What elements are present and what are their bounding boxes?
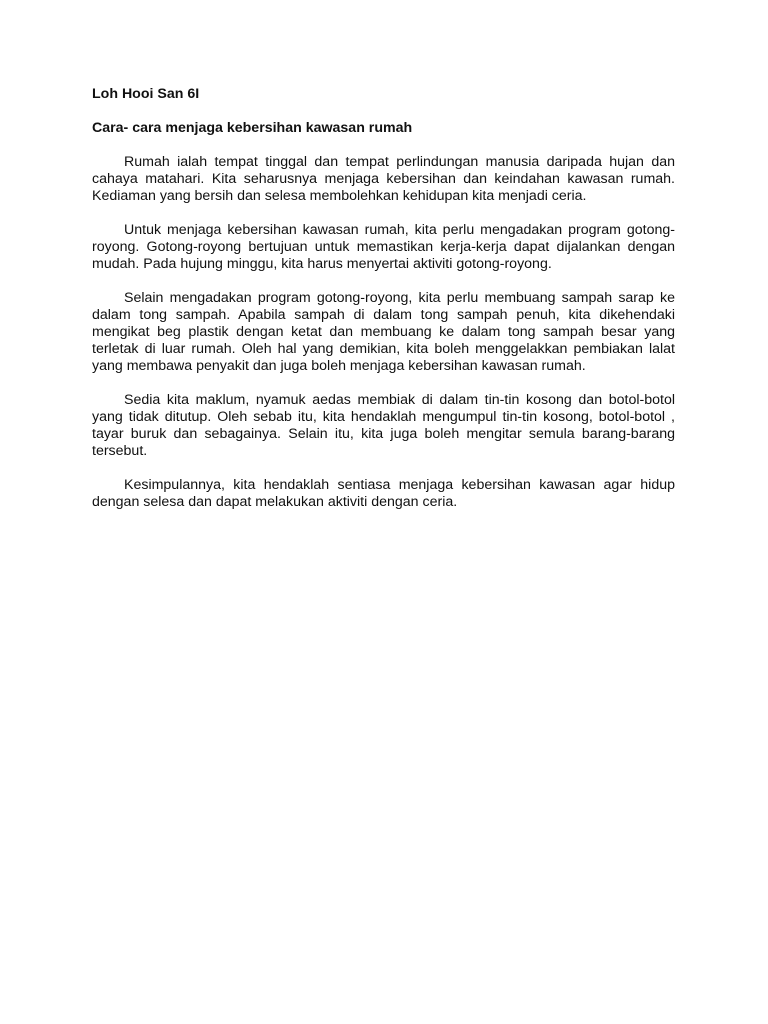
- document-page: [92, 86, 675, 511]
- paragraph-gotong-royong: Untuk menjaga kebersihan kawasan rumah, kita perlu mengadakan program gotong-royong. Gotong-royong bertujuan untuk memastikan kerja-kerja dapat dijalankan dengan mudah. Pada hujung minggu, kita harus menyertai aktiviti gotong-royong.: [92, 222, 675, 272]
- paragraph-conclusion: Kesimpulannya, kita hendaklah sentiasa menjaga kebersihan kawasan agar hidup dengan selesa dan dapat melakukan aktiviti dengan ceria.: [92, 477, 675, 510]
- paragraph-rubbish-disposal: Selain mengadakan program gotong-royong, kita perlu membuang sampah sarap ke dalam tong sampah. Apabila sampah di dalam tong sampah penuh, kita dikehendaki mengikat beg plastik dengan ketat dan membuang ke dalam tong sampah besar yang terletak di luar rumah. Oleh hal yang demikian, kita boleh menggelakkan pembiakan lalat yang membawa penyakit dan juga boleh menjaga kebersihan kawasan rumah.: [92, 290, 675, 374]
- author-line: Loh Hooi San 6I: [92, 86, 200, 102]
- essay-title: Cara- cara menjaga kebersihan kawasan rumah: [92, 120, 413, 136]
- paragraph-mosquito-prevention: Sedia kita maklum, nyamuk aedas membiak di dalam tin-tin kosong dan botol-botol yang tidak ditutup. Oleh sebab itu, kita hendaklah mengumpul tin-tin kosong, botol-botol , tayar buruk dan sebagainya. Selain itu, kita juga boleh mengitar semula barang-barang tersebut.: [92, 392, 675, 459]
- paragraph-introduction: Rumah ialah tempat tinggal dan tempat perlindungan manusia daripada hujan dan cahaya matahari. Kita seharusnya menjaga kebersihan dan keindahan kawasan rumah. Kediaman yang bersih dan selesa membolehkan kehidupan kita menjadi ceria.: [92, 154, 675, 204]
